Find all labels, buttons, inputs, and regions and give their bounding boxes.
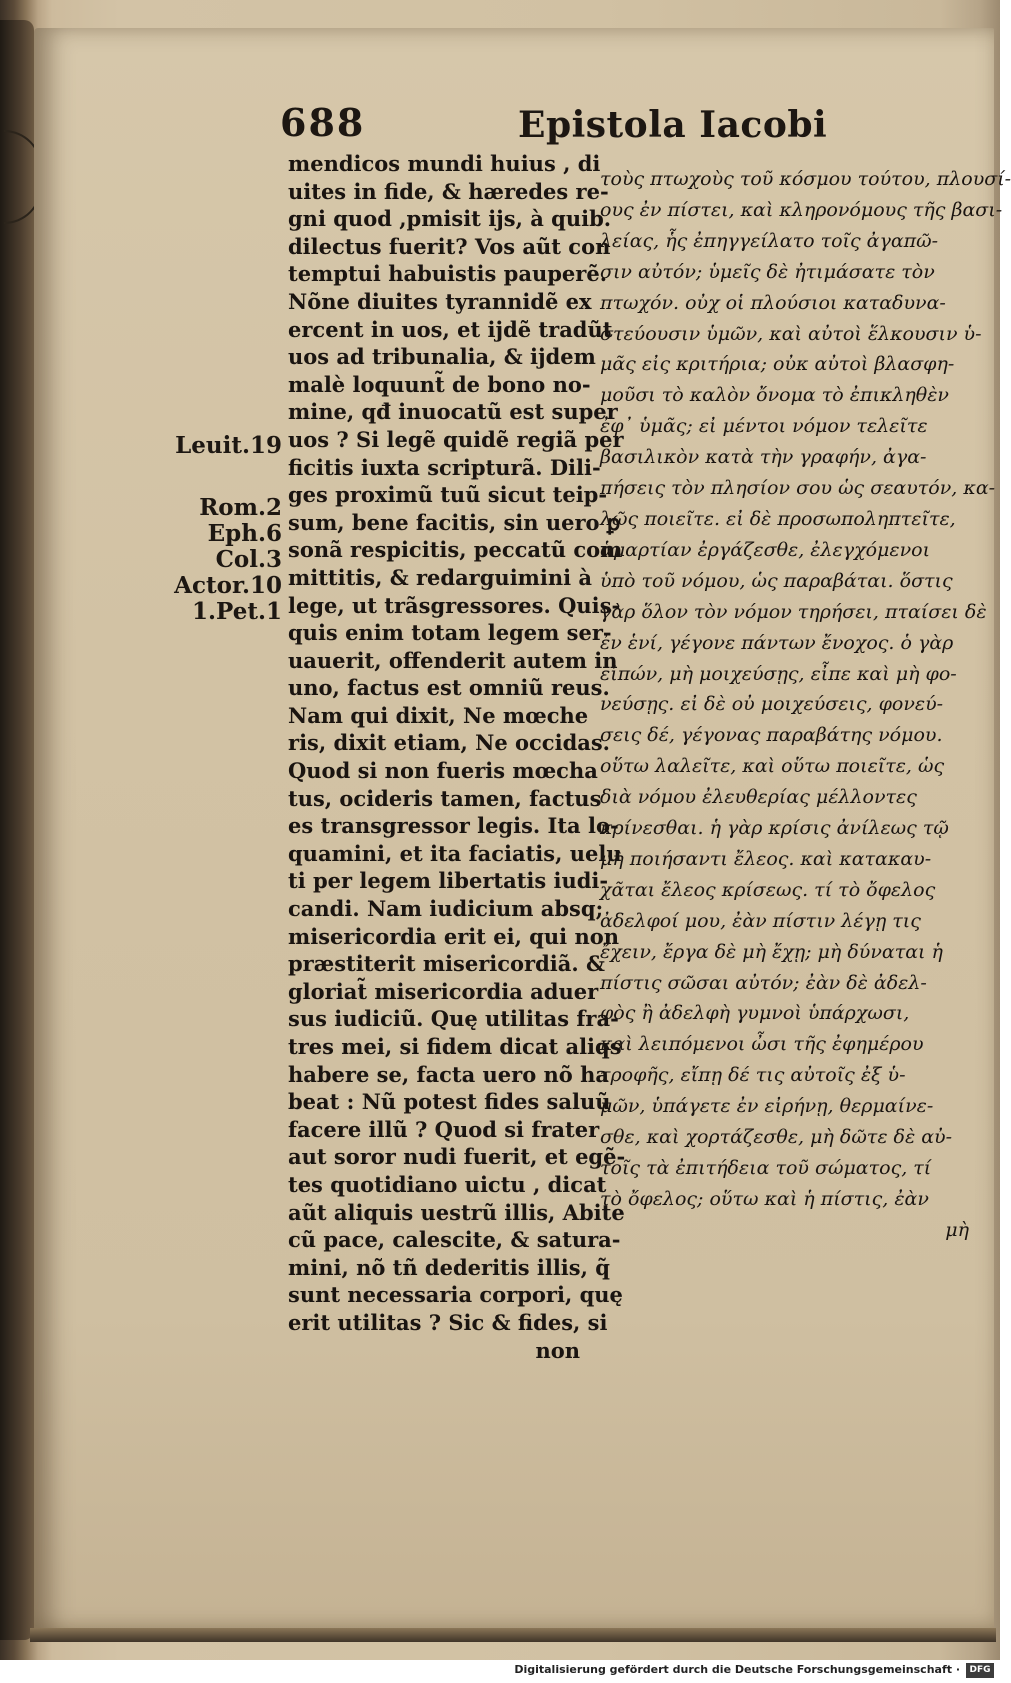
margin-note: Eph.6	[207, 520, 282, 547]
latin-line: tus, ocideris tamen, factus	[288, 785, 602, 811]
latin-line: ti per legem libertatis iudi-	[288, 868, 609, 894]
latin-line: Nõne diuites tyrannidẽ ex	[288, 288, 592, 314]
latin-line: quis enim totam legem ser-	[288, 620, 612, 646]
greek-line: τοὺς πτωχοὺς τοῦ κόσμου τούτου, πλουσί-	[600, 168, 1011, 190]
latin-line: ris, dixit etiam, Ne occidas.	[288, 730, 610, 756]
latin-line: mini, nõ tñ dederitis illis, q̃	[288, 1254, 610, 1280]
greek-line: ἔχειν, ἔργα δὲ μὴ ἔχῃ; μὴ δύναται ἡ	[600, 940, 943, 963]
latin-line: beat : Nũ potest fides saluũ	[288, 1089, 611, 1115]
latin-line: temptui habuistis pauperẽ.	[288, 261, 607, 287]
latin-line: es transgressor legis. Ita lo-	[288, 813, 619, 839]
latin-column	[288, 150, 626, 1364]
margin-note: Actor.10	[174, 572, 282, 599]
latin-line: mine, qđ inuocatũ est super	[288, 399, 618, 425]
latin-line: mendicos mundi huius , di	[288, 151, 601, 176]
latin-line: tres mei, si fidem dicat aliqs	[288, 1034, 622, 1059]
book-binding	[0, 20, 34, 1640]
greek-line: μῶν, ὑπάγετε ἐν εἰρήνῃ, θερμαίνε-	[600, 1095, 934, 1118]
latin-line: gni quod ,pmisit ijs, à quib.	[288, 206, 612, 232]
latin-line: uites in fide, & hæredes re-	[288, 178, 609, 204]
greek-line: ἐν ἑνί, γέγονε πάντων ἔνοχος. ὁ γὰρ	[600, 631, 954, 654]
greek-line: λείας, ἧς ἐπηγγείλατο τοῖς ἀγαπῶ-	[600, 229, 939, 252]
latin-line: lege, ut trãsgressores. Quis-	[288, 592, 621, 618]
latin-line: ficitis iuxta scripturã. Dili-	[288, 454, 601, 480]
latin-line: gloriat̃ misericordia aduer	[288, 978, 599, 1004]
greek-line: ἀδελφοί μου, ἐὰν πίστιν λέγῃ τις	[600, 909, 921, 932]
latin-line: mittitis, & redarguimini à	[288, 564, 593, 590]
latin-line: ercent in uos, et ijdẽ tradũt	[288, 316, 613, 342]
page-title: Epistola Iacobi	[518, 104, 828, 146]
greek-line: πήσεις τὸν πλησίον σου ὡς σεαυτόν, κα-	[600, 477, 996, 500]
greek-line: νεύσῃς. εἰ δὲ οὐ μοιχεύσεις, φονεύ-	[600, 693, 944, 716]
greek-line: ους ἐν πίστει, καὶ κληρονόμους τῆς βασι-	[600, 198, 1003, 221]
latin-line: aũt aliquis uestrũ illis, Abite	[288, 1199, 625, 1225]
latin-line: præstiterit misericordiã. &	[288, 951, 605, 977]
greek-line: λῶς ποιεῖτε. εἰ δὲ προσωποληπτεῖτε,	[600, 507, 956, 530]
greek-column	[600, 164, 1011, 1246]
greek-line: εἰπών, μὴ μοιχεύσῃς, εἶπε καὶ μὴ φο-	[600, 662, 957, 685]
greek-line: σιν αὐτόν; ὑμεῖς δὲ ἠτιμάσατε τὸν	[600, 260, 935, 283]
latin-line: misericordia erit ei, qui non	[288, 923, 620, 949]
latin-line: dilectus fuerit? Vos aũt con	[288, 233, 611, 259]
margin-note: Leuit.19	[175, 432, 282, 459]
latin-line: sonã respicitis, peccatũ com	[288, 537, 623, 563]
greek-line: στεύουσιν ὑμῶν, καὶ αὐτοὶ ἕλκουσιν ὑ-	[600, 322, 982, 345]
latin-line: uauerit, offenderit autem in	[288, 647, 618, 673]
greek-line: γὰρ ὅλον τὸν νόμον τηρήσει, πταίσει δὲ	[600, 600, 987, 623]
latin-line: sus iudiciũ. Quę utilitas fra-	[288, 1006, 619, 1032]
latin-line: Nam qui dixit, Ne mœche	[288, 702, 589, 728]
latin-catchword: non	[535, 1337, 580, 1363]
dfg-logo: DFG	[966, 1663, 994, 1678]
latin-line: aut soror nudi fuerit, et egẽ-	[288, 1144, 626, 1170]
page-edge	[30, 1628, 996, 1642]
greek-line: μᾶς εἰς κριτήρια; οὐκ αὐτοὶ βλασφη-	[600, 353, 955, 376]
latin-line: candi. Nam iudicium absq;	[288, 896, 604, 922]
greek-catchword: μὴ	[945, 1218, 969, 1241]
greek-line: ὑπὸ τοῦ νόμου, ὡς παραβάται. ὅστις	[600, 569, 953, 592]
latin-line: uos ? Si legẽ quidẽ regiã per	[288, 426, 624, 452]
latin-line: sunt necessaria corpori, quę	[288, 1282, 623, 1308]
greek-line: βασιλικὸν κατὰ τὴν γραφήν, ἀγα-	[600, 446, 927, 469]
latin-line: malè loquunt̃ de bono no-	[288, 371, 591, 397]
latin-line: uos ad tribunalia, & ijdem	[288, 344, 596, 370]
latin-line: Quod si non fueris mœcha	[288, 758, 598, 784]
margin-note: 1.Pet.1	[192, 598, 282, 625]
greek-line: σεις δέ, γέγονας παραβάτης νόμου.	[600, 724, 943, 747]
latin-line: uno, factus est omniũ reus.	[288, 675, 610, 701]
page-number: 688	[280, 100, 366, 145]
greek-line: ἁμαρτίαν ἐργάζεσθε, ἐλεγχόμενοι	[600, 538, 931, 561]
latin-line: ges proximũ tuũ sicut teip-	[288, 482, 608, 508]
footer-credit: Digitalisierung gefördert durch die Deutsche Forschungsgemeinschaft ·	[514, 1663, 960, 1676]
greek-line: σθε, καὶ χορτάζεσθε, μὴ δῶτε δὲ αὐ-	[600, 1126, 953, 1149]
greek-line: μοῦσι τὸ καλὸν ὄνομα τὸ ἐπικληθὲν	[600, 384, 949, 407]
greek-line: πίστις σῶσαι αὐτόν; ἐὰν δὲ ἀδελ-	[600, 971, 927, 994]
latin-line: tes quotidiano uictu , dicat	[288, 1171, 607, 1197]
greek-line: κρίνεσθαι. ἡ γὰρ κρίσις ἀνίλεως τῷ	[600, 817, 949, 840]
greek-line: χᾶται ἔλεος κρίσεως. τί τὸ ὄφελος	[600, 878, 936, 901]
latin-line: quamini, et ita faciatis, uelu	[288, 840, 622, 866]
margin-note: Rom.2	[199, 494, 282, 521]
greek-line: τροφῆς, εἴπῃ δέ τις αὐτοῖς ἐξ ὑ-	[600, 1064, 906, 1087]
latin-line: facere illũ ? Quod si frater	[288, 1116, 600, 1142]
greek-line: μὴ ποιήσαντι ἔλεος. καὶ κατακαυ-	[600, 847, 932, 870]
greek-line: τὸ ὄφελος; οὕτω καὶ ἡ πίστις, ἐὰν	[600, 1187, 929, 1210]
greek-line: οὕτω λαλεῖτε, καὶ οὕτω ποιεῖτε, ὡς	[600, 755, 945, 778]
greek-line: τοῖς τὰ ἐπιτήδεια τοῦ σώματος, τί	[600, 1157, 932, 1179]
greek-line: πτωχόν. οὐχ οἱ πλούσιοι καταδυνα-	[600, 291, 946, 314]
margin-note: Col.3	[215, 546, 282, 573]
greek-line: διὰ νόμου ἐλευθερίας μέλλοντες	[600, 786, 917, 809]
latin-line: erit utilitas ? Sic & fides, si	[288, 1309, 608, 1335]
greek-line: φὸς ἢ ἀδελφὴ γυμνοὶ ὑπάρχωσι,	[600, 1002, 910, 1025]
latin-line: habere se, facta uero nõ ha	[288, 1061, 609, 1087]
latin-line: sum, bene facitis, sin uero ꝑ	[288, 509, 621, 535]
latin-line: cũ pace, calescite, & satura-	[288, 1227, 621, 1253]
greek-line: καὶ λειπόμενοι ὦσι τῆς ἐφημέρου	[600, 1033, 924, 1056]
greek-line: ἐφ᾽ ὑμᾶς; εἰ μέντοι νόμον τελεῖτε	[600, 415, 928, 438]
